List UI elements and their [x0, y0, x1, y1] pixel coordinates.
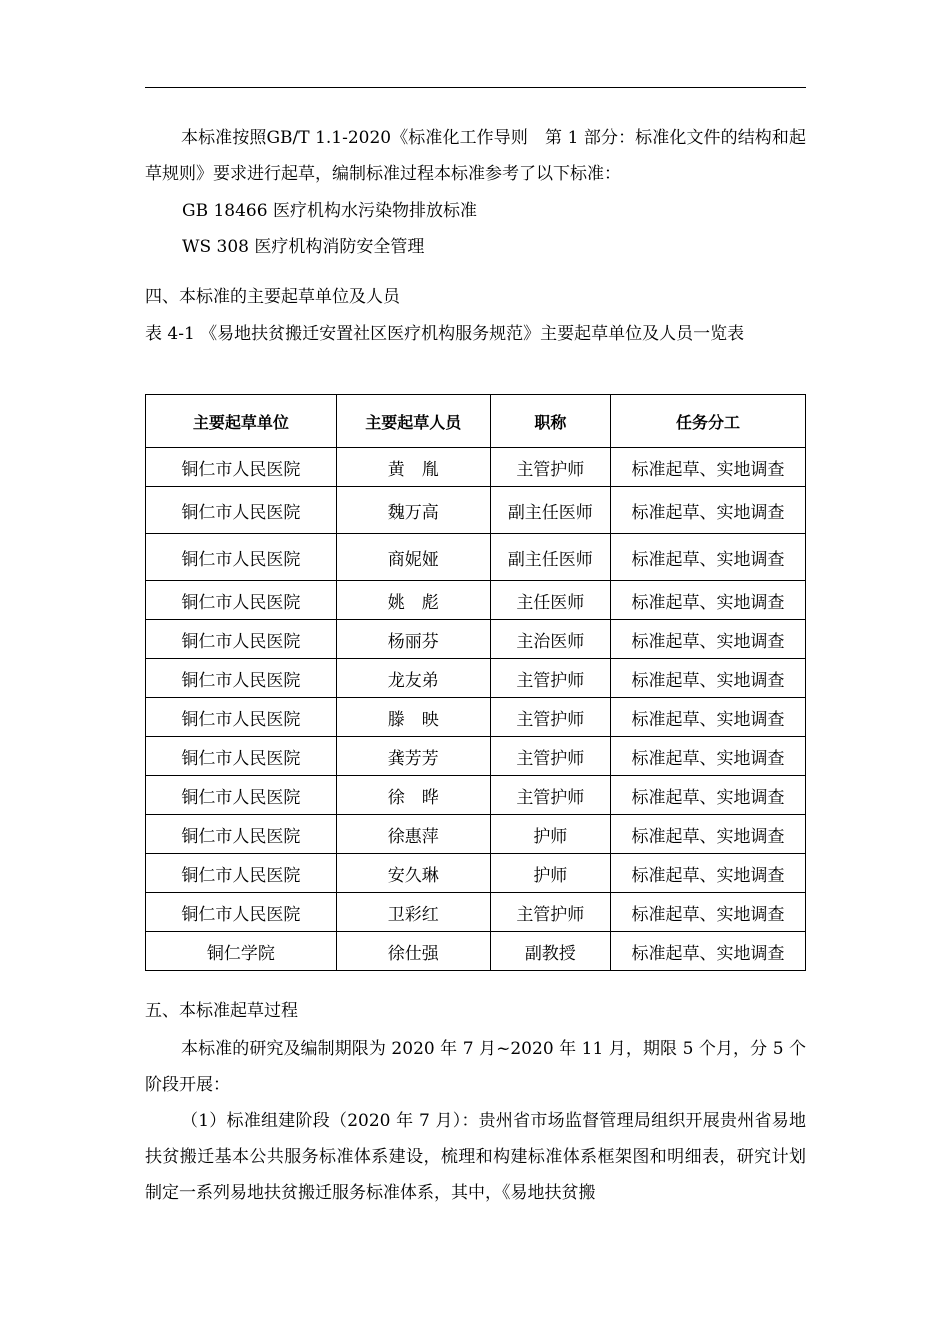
header-rule [145, 87, 806, 88]
table-cell: 安久琳 [336, 854, 490, 893]
table-cell: 铜仁市人民医院 [146, 620, 337, 659]
body-paragraph: （1）标准组建阶段（2020 年 7 月）：贵州省市场监督管理局组织开展贵州省易地扶贫搬迁基本公共服务标准体系建设，梳理和构建标准体系框架图和明细表，研究计划制定一系列易地扶贫搬迁服务标准体系，其中，《易地扶贫搬 [145, 1111, 806, 1203]
table-cell: 标准起草、实地调查 [611, 581, 806, 620]
table-cell: 主管护师 [490, 448, 611, 487]
table-cell: 铜仁市人民医院 [146, 448, 337, 487]
table-cell: 主治医师 [490, 620, 611, 659]
table-row [146, 581, 806, 620]
table-cell: 标准起草、实地调查 [611, 698, 806, 737]
table-row [146, 854, 806, 893]
table-cell: 商妮娅 [336, 534, 490, 581]
table-row [146, 776, 806, 815]
table-cell: 标准起草、实地调查 [611, 448, 806, 487]
table-cell: 主管护师 [490, 659, 611, 698]
table-cell: 徐惠萍 [336, 815, 490, 854]
table-cell: 副主任医师 [490, 534, 611, 581]
table-row [146, 620, 806, 659]
table-cell: 魏万高 [336, 487, 490, 534]
table-cell: 铜仁学院 [146, 932, 337, 971]
table-cell: 主管护师 [490, 698, 611, 737]
column-header: 主要起草人员 [336, 395, 490, 448]
table-cell: 主管护师 [490, 893, 611, 932]
table-cell: 铜仁市人民医院 [146, 487, 337, 534]
reference-item: GB 18466 医疗机构水污染物排放标准 [182, 201, 477, 221]
table-cell: 标准起草、实地调查 [611, 534, 806, 581]
column-header: 任务分工 [611, 395, 806, 448]
body-paragraph: 本标准的研究及编制期限为 2020 年 7 月~2020 年 11 月，期限 5 个月，分 5 个阶段开展： [145, 1039, 806, 1095]
table-cell: 副主任医师 [490, 487, 611, 534]
table-row [146, 487, 806, 534]
table-cell: 龚芳芳 [336, 737, 490, 776]
table-cell: 黄 胤 [336, 448, 490, 487]
table-cell: 标准起草、实地调查 [611, 932, 806, 971]
table-cell: 铜仁市人民医院 [146, 659, 337, 698]
table-cell: 标准起草、实地调查 [611, 620, 806, 659]
table-header-row [146, 395, 806, 448]
table-row [146, 659, 806, 698]
table-cell: 卫彩红 [336, 893, 490, 932]
section-heading: 四、本标准的主要起草单位及人员 [145, 287, 400, 307]
table-cell: 副教授 [490, 932, 611, 971]
table-caption: 表 4-1 《易地扶贫搬迁安置社区医疗机构服务规范》主要起草单位及人员一览表 [145, 324, 745, 344]
table-cell: 主管护师 [490, 737, 611, 776]
table-cell: 铜仁市人民医院 [146, 776, 337, 815]
table-cell: 姚 彪 [336, 581, 490, 620]
table-cell: 标准起草、实地调查 [611, 815, 806, 854]
table-cell: 标准起草、实地调查 [611, 487, 806, 534]
table-cell: 徐仕强 [336, 932, 490, 971]
table-cell: 铜仁市人民医院 [146, 581, 337, 620]
table-cell: 标准起草、实地调查 [611, 776, 806, 815]
table-cell: 龙友弟 [336, 659, 490, 698]
section-heading: 五、本标准起草过程 [145, 1001, 298, 1021]
table-cell: 铜仁市人民医院 [146, 815, 337, 854]
table-cell: 护师 [490, 854, 611, 893]
table-row [146, 448, 806, 487]
drafters-table [145, 394, 806, 971]
table-row [146, 815, 806, 854]
table-cell: 杨丽芬 [336, 620, 490, 659]
table-cell: 标准起草、实地调查 [611, 659, 806, 698]
table-cell: 铜仁市人民医院 [146, 737, 337, 776]
table-cell: 徐 晔 [336, 776, 490, 815]
intro-paragraph: 本标准按照GB/T 1.1-2020《标准化工作导则 第 1 部分：标准化文件的结构和起草规则》要求进行起草，编制标准过程本标准参考了以下标准： [145, 128, 806, 184]
table-cell: 铜仁市人民医院 [146, 893, 337, 932]
column-header: 主要起草单位 [146, 395, 337, 448]
table-cell: 铜仁市人民医院 [146, 534, 337, 581]
table-cell: 标准起草、实地调查 [611, 893, 806, 932]
table-row [146, 737, 806, 776]
table-cell: 滕 映 [336, 698, 490, 737]
column-header: 职称 [490, 395, 611, 448]
table-row [146, 893, 806, 932]
table-row [146, 698, 806, 737]
table-row [146, 534, 806, 581]
table-cell: 铜仁市人民医院 [146, 698, 337, 737]
table-cell: 标准起草、实地调查 [611, 854, 806, 893]
table-row [146, 932, 806, 971]
table-cell: 铜仁市人民医院 [146, 854, 337, 893]
table-cell: 标准起草、实地调查 [611, 737, 806, 776]
table-cell: 主任医师 [490, 581, 611, 620]
table-cell: 主管护师 [490, 776, 611, 815]
table-cell: 护师 [490, 815, 611, 854]
reference-item: WS 308 医疗机构消防安全管理 [182, 237, 425, 257]
